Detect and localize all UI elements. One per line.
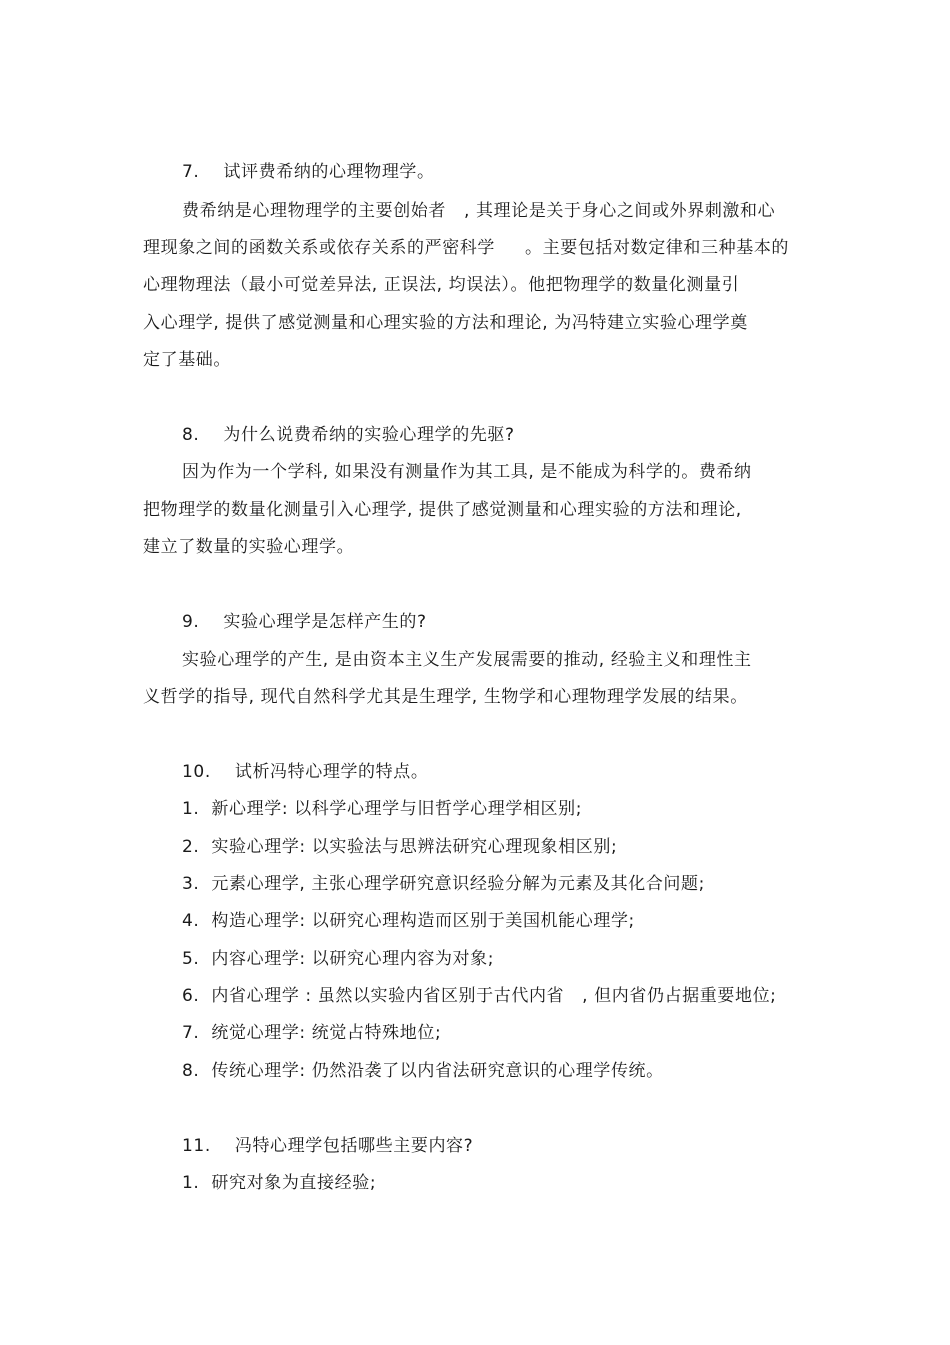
- question-7-title: 7. 试评费希纳的心理物理学。: [182, 162, 435, 182]
- question-10-title: 10. 试析冯特心理学的特点。: [182, 762, 429, 782]
- answer-8-line-3: 建立了数量的实验心理学。: [143, 537, 355, 557]
- list-item: 6. 内省心理学 : 虽然以实验内省区别于古代内省 , 但内省仍占据重要地位;: [182, 986, 777, 1006]
- list-item: 3. 元素心理学, 主张心理学研究意识经验分解为元素及其化合问题;: [182, 874, 705, 894]
- question-11-title: 11. 冯特心理学包括哪些主要内容?: [182, 1136, 474, 1156]
- answer-9-line-2: 义哲学的指导, 现代自然科学尤其是生理学, 生物学和心理物理学发展的结果。: [143, 687, 748, 707]
- answer-9-line-1: 实验心理学的产生, 是由资本主义生产发展需要的推动, 经验主义和理性主: [182, 650, 752, 670]
- list-item: 7. 统觉心理学: 统觉占特殊地位;: [182, 1023, 442, 1043]
- answer-7-line-4: 入心理学, 提供了感觉测量和心理实验的方法和理论, 为冯特建立实验心理学奠: [143, 313, 748, 333]
- answer-7-line-3: 心理物理法（最小可觉差异法, 正误法, 均误法）。他把物理学的数量化测量引: [143, 275, 740, 295]
- answer-8-line-2: 把物理学的数量化测量引入心理学, 提供了感觉测量和心理实验的方法和理论,: [143, 500, 742, 520]
- list-item: 1. 新心理学: 以科学心理学与旧哲学心理学相区别;: [182, 799, 583, 819]
- answer-7-line-1: 费希纳是心理物理学的主要创始者 , 其理论是关于身心之间或外界刺激和心: [182, 201, 776, 221]
- question-8-title: 8. 为什么说费希纳的实验心理学的先驱?: [182, 425, 515, 445]
- list-item: 4. 构造心理学: 以研究心理构造而区别于美国机能心理学;: [182, 911, 635, 931]
- question-9-title: 9. 实验心理学是怎样产生的?: [182, 612, 427, 632]
- answer-8-line-1: 因为作为一个学科, 如果没有测量作为其工具, 是不能成为科学的。费希纳: [182, 462, 752, 482]
- list-item: 8. 传统心理学: 仍然沿袭了以内省法研究意识的心理学传统。: [182, 1061, 664, 1081]
- list-item: 2. 实验心理学: 以实验法与思辨法研究心理现象相区别;: [182, 837, 618, 857]
- list-item: 5. 内容心理学: 以研究心理内容为对象;: [182, 949, 495, 969]
- answer-7-line-2: 理现象之间的函数关系或依存关系的严密科学 。主要包括对数定律和三种基本的: [143, 238, 790, 258]
- answer-7-line-5: 定了基础。: [143, 350, 231, 370]
- list-item: 1. 研究对象为直接经验;: [182, 1173, 377, 1193]
